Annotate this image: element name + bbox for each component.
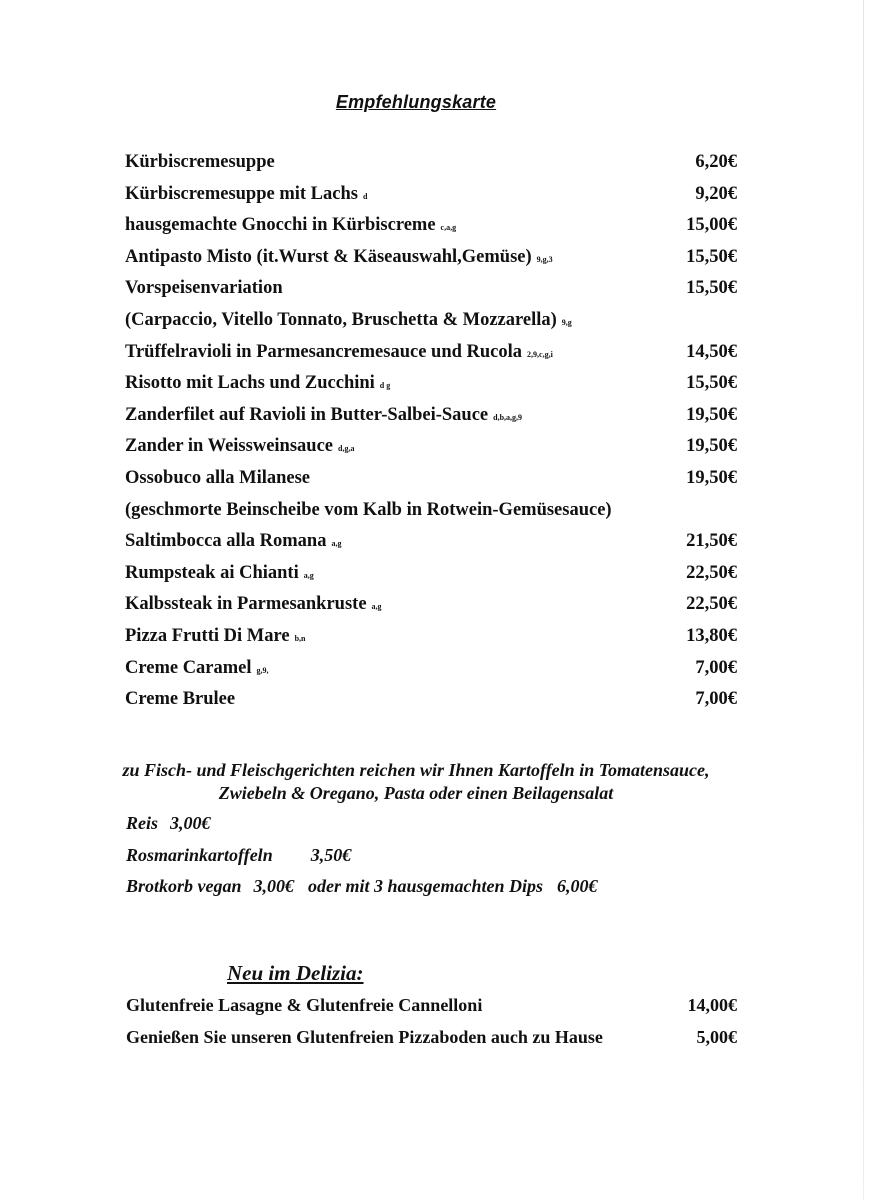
menu-item <box>125 373 737 405</box>
new-item-name: Genießen Sie unseren Glutenfreien Pizzaboden auch zu Hause <box>126 1026 603 1047</box>
menu-item-name-wrap <box>125 373 390 394</box>
menu-item-price: 19,50€ <box>686 436 737 457</box>
menu-item-allergens: d,b,a,g,9 <box>493 412 523 422</box>
menu-item-price: 9,20€ <box>695 183 737 204</box>
menu-item-price: 15,50€ <box>686 246 737 267</box>
side-dish-note-line-1: zu Fisch- und Fleischgerichten reichen wir Ihnen Kartoffeln in Tomatensauce, <box>122 760 710 780</box>
menu-item-price: 22,50€ <box>686 594 737 615</box>
menu-item-name-wrap <box>125 184 367 205</box>
menu-item-name-wrap <box>125 152 275 173</box>
new-item <box>126 995 737 1027</box>
menu-item-price: 15,50€ <box>686 278 737 299</box>
menu-item-price: 15,00€ <box>686 215 737 236</box>
menu-item-name: Pizza Frutti Di Mare <box>125 625 290 646</box>
menu-item-allergens: d g <box>379 381 391 391</box>
menu-item <box>125 689 737 721</box>
menu-item-price: 6,20€ <box>695 152 737 172</box>
menu-item-name: Zander in Weissweinsauce <box>125 436 333 457</box>
side-item-label: Rosmarinkartoffeln <box>126 844 273 865</box>
menu-item-allergens: a,g <box>331 539 342 549</box>
menu-item <box>125 184 737 216</box>
side-item-reis <box>126 813 598 845</box>
side-item-price: 3,50€ <box>310 844 352 865</box>
menu-item-price: 19,50€ <box>686 404 737 425</box>
side-dish-note <box>60 759 772 805</box>
menu-item <box>125 594 737 626</box>
menu-item-allergens: g,9, <box>256 665 269 675</box>
menu-item-name-wrap <box>125 247 553 268</box>
menu-item-name-wrap <box>125 594 382 615</box>
menu-item-allergens: 9,g,3 <box>536 254 553 264</box>
side-item-brotkorb <box>126 876 598 908</box>
menu-item-name-wrap <box>125 278 283 299</box>
menu-item <box>125 247 737 279</box>
menu-item-price: 7,00€ <box>695 689 737 710</box>
menu-item-allergens: c,a,g <box>440 223 457 233</box>
new-item-name: Glutenfreie Lasagne & Glutenfreie Cannelloni <box>126 995 483 1015</box>
menu-item-name-wrap <box>125 342 553 363</box>
side-dishes <box>126 813 598 908</box>
menu-item-price: 19,50€ <box>686 467 737 488</box>
menu-item-name: Kürbiscremesuppe mit Lachs <box>125 183 358 204</box>
menu-item <box>125 405 737 437</box>
menu-item-name-wrap <box>125 689 235 710</box>
menu-item-name: (Carpaccio, Vitello Tonnato, Bruschetta & Mozzarella) <box>125 309 557 330</box>
side-dish-note-line-2: Zwiebeln & Oregano, Pasta oder einen Beilagensalat <box>218 783 614 803</box>
menu-item <box>125 342 737 374</box>
side-item-price: 3,00€ <box>170 813 211 833</box>
new-items-list <box>126 995 737 1058</box>
menu-item-allergens: b,n <box>294 633 306 643</box>
menu-item-name: Kürbiscremesuppe <box>125 152 275 172</box>
menu-item-name: (geschmorte Beinscheibe vom Kalb in Rotwein-Gemüsesauce) <box>125 499 612 520</box>
menu-item <box>125 531 737 563</box>
menu-item <box>125 215 737 247</box>
menu-item-name: hausgemachte Gnocchi in Kürbiscreme <box>125 215 436 236</box>
new-item <box>126 1027 737 1059</box>
menu-item-allergens: a,g <box>303 570 314 580</box>
new-item-price: 5,00€ <box>696 1026 737 1047</box>
menu-item-price: 7,00€ <box>695 657 737 678</box>
menu-item-name-wrap <box>125 658 269 679</box>
menu-item-name: Antipasto Misto (it.Wurst & Käseauswahl,Gemüse) <box>125 246 532 267</box>
side-item-price: 6,00€ <box>557 876 598 896</box>
menu-item <box>125 500 737 532</box>
menu-item-name-wrap <box>125 215 456 236</box>
menu-item-name: Creme Caramel <box>125 657 252 678</box>
menu-item-name: Zanderfilet auf Ravioli in Butter-Salbei-Sauce <box>125 404 489 425</box>
menu-item-price: 15,50€ <box>686 373 737 394</box>
menu-item <box>125 152 737 184</box>
menu-item-name-wrap <box>125 405 522 426</box>
menu-item-price: 13,80€ <box>686 625 737 646</box>
page-title: Empfehlungskarte <box>335 92 497 112</box>
menu-item-name: Risotto mit Lachs und Zucchini <box>125 373 375 394</box>
menu-item-name-wrap <box>125 563 314 584</box>
menu-item <box>125 468 737 500</box>
menu-item-name-wrap <box>125 310 572 331</box>
menu-item-name-wrap <box>125 436 354 457</box>
page-edge-line <box>863 0 864 1200</box>
menu-item-name: Trüffelravioli in Parmesancremesauce und Rucola <box>125 341 523 362</box>
menu-item <box>125 563 737 595</box>
new-items-heading: Neu im Delizia: <box>227 961 364 985</box>
menu-item <box>125 310 737 342</box>
new-item-price: 14,00€ <box>687 995 737 1015</box>
menu-item-allergens: d <box>362 191 368 201</box>
side-item-label: Brotkorb vegan <box>126 876 242 896</box>
menu-list <box>125 152 737 721</box>
menu-item-price: 22,50€ <box>686 562 737 583</box>
menu-item-name: Kalbssteak in Parmesankruste <box>125 594 367 615</box>
menu-item-name-wrap <box>125 468 310 489</box>
menu-item-name: Vorspeisenvariation <box>125 278 283 299</box>
menu-item-allergens: 9,g <box>561 317 572 327</box>
menu-item <box>125 278 737 310</box>
side-item-rosmarinkartoffeln <box>126 845 598 877</box>
menu-item-allergens: a,g <box>371 602 382 612</box>
menu-item-name: Creme Brulee <box>125 689 236 710</box>
menu-item-allergens: 2,9,c,g,i <box>527 349 553 359</box>
side-item-price: 3,00€ <box>253 876 295 896</box>
menu-item-name-wrap <box>125 500 612 521</box>
menu-item <box>125 436 737 468</box>
menu-item-name-wrap <box>125 626 305 647</box>
menu-item-name: Saltimbocca alla Romana <box>125 531 327 552</box>
menu-item <box>125 658 737 690</box>
menu-item-name: Ossobuco alla Milanese <box>125 467 311 488</box>
menu-item-price: 14,50€ <box>686 341 737 362</box>
side-item-label: Reis <box>126 813 159 833</box>
menu-item-name-wrap <box>125 531 341 552</box>
menu-item <box>125 626 737 658</box>
menu-item-name: Rumpsteak ai Chianti <box>125 562 299 583</box>
menu-item-allergens: d,g,a <box>338 444 355 454</box>
menu-item-price: 21,50€ <box>686 531 737 552</box>
side-item-label: oder mit 3 hausgemachten Dips <box>308 876 544 896</box>
